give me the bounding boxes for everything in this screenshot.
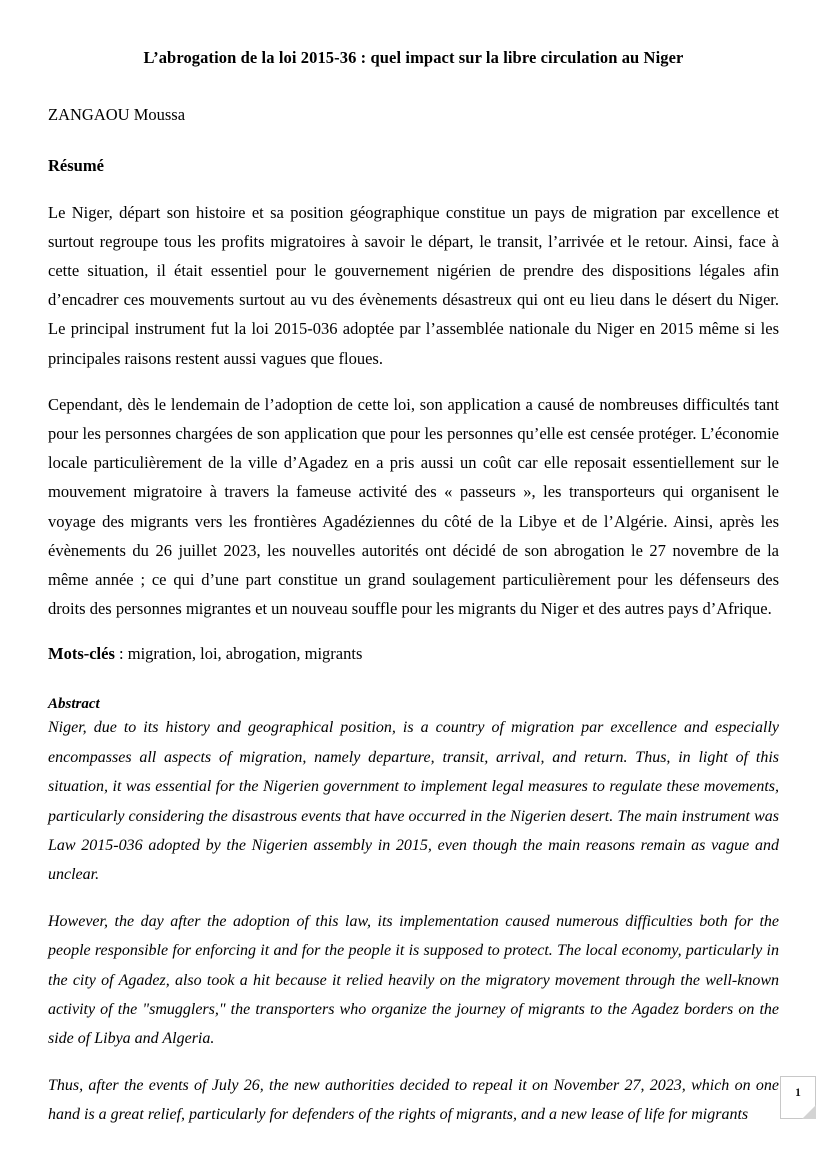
document-content — [48, 0, 779, 1130]
page-corner-fold-icon — [802, 1105, 816, 1119]
keywords-label: Mots-clés — [48, 644, 115, 664]
page-number: 1 — [795, 1087, 801, 1099]
abstract-heading: Abstract — [48, 695, 100, 712]
abstract-paragraph: However, the day after the adoption of this law, its implementation caused numerous difficulties both for the people responsible for enforcing it and for the people it is supposed to protect. The local economy, particularly in the city of Agadez, also took a hit because it relied heavily on the migratory movement through the well-known activity of the "smugglers," the transporters who organize the journey of migrants to the Agadez borders on the side of Libya and Algeria. — [48, 912, 779, 1048]
keywords-separator: : — [114, 644, 128, 664]
author-name: ZANGAOU Moussa — [48, 104, 186, 124]
resume-paragraph: Cependant, dès le lendemain de l’adoption de cette loi, son application a causé de nombreuses difficultés tant pour les personnes chargées de son application que pour les personnes qu’elle est censée protéger. L’économie locale particulièrement de la ville d’Agadez en a pris aussi un coût car elle reposait essentiellement sur le mouvement migratoire à travers la fameuse activité des « passeurs », les transporteurs qui organisent le voyage des migrants vers les frontières Agadéziennes du côté de la Libye et de l’Algérie. Ainsi, après les évènements du 26 juillet 2023, les nouvelles autorités ont décidé de son abrogation le 27 novembre de la même année ; ce qui d’une part constitue un grand soulagement particulièrement pour les défenseurs des droits des personnes migrantes et un nouveau souffle pour les migrants du Niger et des autres pays d’Afrique. — [48, 394, 779, 619]
keywords-value: migration, loi, abrogation, migrants — [127, 644, 363, 664]
page-title: L’abrogation de la loi 2015-36 : quel impact sur la libre circulation au Niger — [143, 48, 684, 67]
abstract-paragraph: Niger, due to its history and geographical position, is a country of migration par excellence and especially encompasses all aspects of migration, namely departure, transit, arrival, and return. Thus, in light of this situation, it was essential for the Nigerien government to implement legal measures to regulate these movements, particularly considering the disastrous events that have occurred in the Nigerien desert. The main instrument was Law 2015-036 adopted by the Nigerien assembly in 2015, even though the main reasons remain as vague and unclear. — [48, 719, 779, 884]
resume-paragraph: Le Niger, départ son histoire et sa position géographique constitue un pays de migration par excellence et surtout regroupe tous les profits migratoires à savoir le départ, le transit, l’arrivée et le retour. Ainsi, face à cette situation, il était essentiel pour le gouvernement nigérien de prendre des dispositions légales afin d’encadrer ces mouvements surtout au vu des évènements désastreux qui ont eu lieu dans le désert du Niger. Le principal instrument fut la loi 2015-036 adoptée par l’assemblée nationale du Niger en 2015 même si les principales raisons restent aussi vagues que floues. — [48, 202, 779, 368]
keywords-line — [48, 623, 779, 668]
resume-heading: Résumé — [48, 156, 104, 176]
abstract-paragraph: Thus, after the events of July 26, the new authorities decided to repeal it on November 27, 2023, which on one hand is a great relief, particularly for defenders of the rights of migrants, and a new lease of life for migrants — [48, 1076, 779, 1124]
page-number-badge — [780, 1076, 816, 1119]
